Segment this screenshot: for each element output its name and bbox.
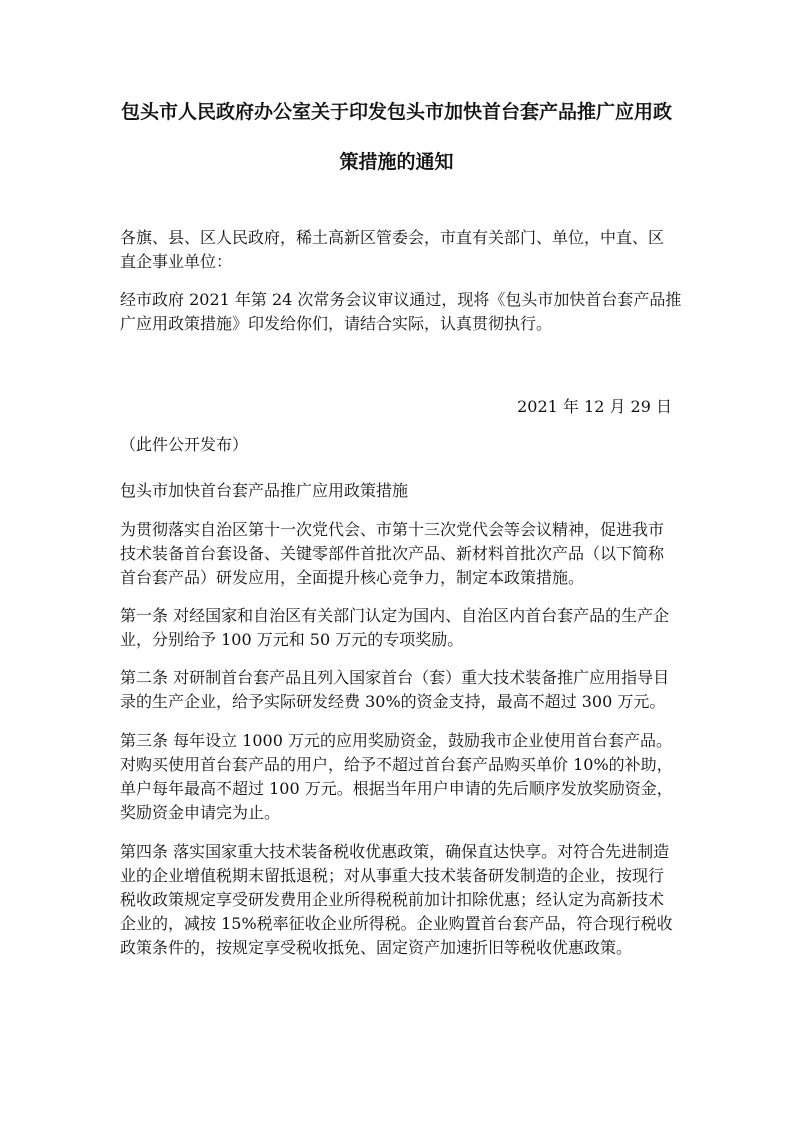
article-4-line: 政策条件的，按规定享受税收抵免、固定资产加速折旧等税收优惠政策。 (120, 938, 633, 957)
publish-note (120, 433, 680, 457)
addressee-paragraph (120, 226, 680, 274)
policy-title-line: 包头市加快首台套产品推广应用政策措施 (120, 481, 409, 500)
article-4-paragraph (120, 840, 680, 960)
issue-date: 2021 年 12 月 29 日 (517, 397, 672, 416)
article-4-line: 税收政策规定享受研发费用企业所得税税前加计扣除优惠；经认定为高新技术 (120, 890, 665, 909)
article-2-line: 录的生产企业，给予实际研发经费 30%的资金支持，最高不超过 300 万元。 (120, 692, 666, 711)
publish-note-line: （此件公开发布） (120, 435, 249, 454)
article-3-line: 单户每年最高不超过 100 万元。根据当年用户申请的先后顺序发放奖励资金， (120, 779, 673, 798)
preamble-paragraph (120, 518, 680, 590)
article-1-line: 业，分别给予 100 万元和 50 万元的专项奖励。 (120, 630, 464, 649)
policy-title (120, 479, 680, 503)
article-4-line: 第四条 落实国家重大技术装备税收优惠政策，确保直达快享。对符合先进制造 (120, 842, 670, 861)
article-3-paragraph (120, 729, 680, 825)
article-1-line: 第一条 对经国家和自治区有关部门认定为国内、自治区内首台套产品的生产企 (120, 606, 670, 625)
article-3-line: 对购买使用首台套产品的用户，给予不超过首台套产品购买单价 10%的补助， (120, 755, 673, 774)
document-title-line-2: 策措施的通知 (339, 151, 454, 173)
article-2-paragraph (120, 666, 680, 714)
addressee-line: 各旗、县、区人民政府，稀土高新区管委会，市直有关部门、单位，中直、区 (120, 228, 665, 247)
article-1-paragraph (120, 604, 680, 652)
document-title-line-1: 包头市人民政府办公室关于印发包头市加快首台套产品推广应用政 (120, 101, 672, 123)
addressee-line: 直企事业单位： (120, 252, 233, 271)
article-3-line: 第三条 每年设立 1000 万元的应用奖励资金，鼓励我市企业使用首台套产品。 (120, 731, 672, 750)
intro-line: 经市政府 2021 年第 24 次常务会议审议通过，现将《包头市加快首台套产品推 (120, 290, 682, 309)
preamble-line: 为贯彻落实自治区第十一次党代会、市第十三次党代会等会议精神，促进我市 (120, 520, 665, 539)
article-4-line: 业的企业增值税期末留抵退税；对从事重大技术装备研发制造的企业，按现行 (120, 866, 665, 885)
preamble-line: 首台套产品）研发应用，全面提升核心竞争力，制定本政策措施。 (120, 568, 585, 587)
preamble-line: 技术装备首台套设备、关键零部件首批次产品、新材料首批次产品（以下简称 (120, 544, 665, 563)
intro-paragraph (120, 288, 680, 336)
article-3-line: 奖励资金申请完为止。 (120, 803, 281, 822)
article-4-line: 企业的，减按 15%税率征收企业所得税。企业购置首台套产品，符合现行税收 (120, 914, 673, 933)
article-2-line: 第二条 对研制首台套产品且列入国家首台（套）重大技术装备推广应用指导目 (120, 668, 670, 687)
intro-line: 广应用政策措施》印发给你们，请结合实际，认真贯彻执行。 (120, 314, 553, 333)
